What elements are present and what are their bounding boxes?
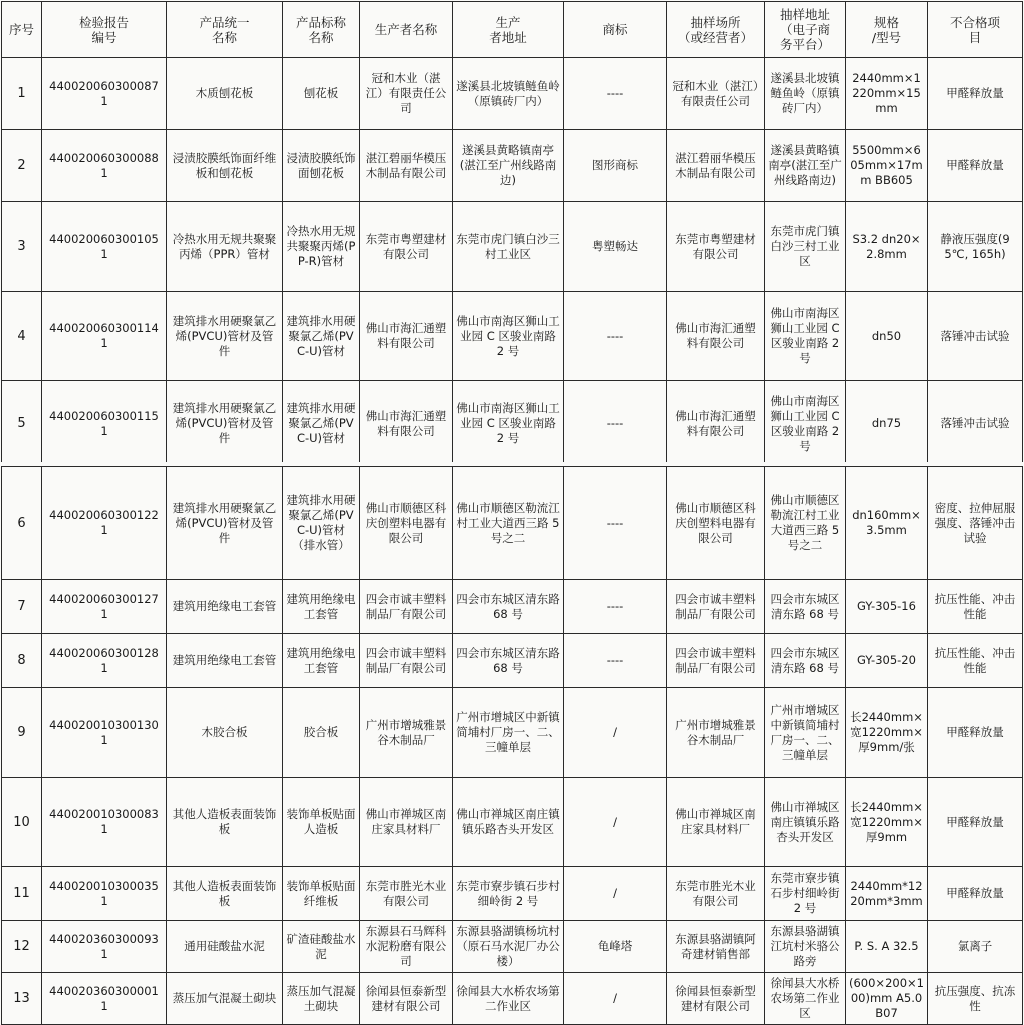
cell-labeled: 冷热水用无规共聚聚丙烯(PP-R)管材: [283, 202, 360, 292]
cell-labeled: 矿渣硅酸盐水泥: [283, 921, 360, 973]
header-report: 检验报告 编号: [42, 2, 167, 58]
cell-spec: dn160mm×3.5mm: [846, 467, 928, 580]
cell-trademark: 龟峰塔: [564, 921, 667, 973]
header-site: 抽样场所 （或经营者）: [667, 2, 765, 58]
cell-unified: 建筑排水用硬聚氯乙烯(PVCU)管材及管件: [167, 381, 283, 467]
cell-failed: 静液压强度(95℃, 165h): [928, 202, 1023, 292]
results-table-part-1: [1, 1, 1023, 467]
cell-maker: 东莞市粤塑建材有限公司: [360, 202, 453, 292]
cell-spec: (600×200×100)mm A5.0 B07: [846, 973, 928, 1025]
cell-labeled: 浸渍胶膜纸饰面刨花板: [283, 130, 360, 202]
table-row: [2, 634, 1023, 688]
cell-maker-addr: 佛山市禅城区南庄镇镇乐路杏头开发区: [453, 778, 564, 867]
cell-site: 冠和木业（湛江）有限责任公司: [667, 58, 765, 130]
cell-trademark: ----: [564, 381, 667, 467]
cell-failed: 落锤冲击试验: [928, 292, 1023, 381]
cell-site: 佛山市海汇通塑料有限公司: [667, 292, 765, 381]
header-unified: 产品统一 名称: [167, 2, 283, 58]
cell-maker-addr: 东莞市寮步镇石步村细岭街 2 号: [453, 867, 564, 921]
cell-spec: GY-305-16: [846, 580, 928, 634]
cell-failed: 密度、拉伸屈服强度、落锤冲击试验: [928, 467, 1023, 580]
cell-maker: 佛山市海汇通塑料有限公司: [360, 292, 453, 381]
cell-failed: 甲醛释放量: [928, 58, 1023, 130]
cell-no: 5: [2, 381, 42, 467]
cell-trademark: ----: [564, 467, 667, 580]
cell-unified: 建筑排水用硬聚氯乙烯(PVCU)管材及管件: [167, 467, 283, 580]
cell-trademark: ----: [564, 580, 667, 634]
cell-spec: 2440mm×1220mm×15mm: [846, 58, 928, 130]
cell-report: 440020060300105 1: [42, 202, 167, 292]
cell-failed: 抗压性能、冲击性能: [928, 580, 1023, 634]
cell-failed: 落锤冲击试验: [928, 381, 1023, 467]
cell-site: 徐闻县恒泰新型建材有限公司: [667, 973, 765, 1025]
cell-site: 湛江碧丽华模压木制品有限公司: [667, 130, 765, 202]
cell-spec: dn75: [846, 381, 928, 467]
cell-unified: 木胶合板: [167, 688, 283, 778]
cell-failed: 抗压性能、冲击性能: [928, 634, 1023, 688]
cell-maker-addr: 东源县骆湖镇杨坑村（原石马水泥厂办公楼）: [453, 921, 564, 973]
cell-maker-addr: 佛山市顺德区勒流江村工业大道西三路 5 号之二: [453, 467, 564, 580]
cell-site: 四会市诚丰塑料制品厂有限公司: [667, 634, 765, 688]
cell-report: 440020060300128 1: [42, 634, 167, 688]
cell-trademark: ----: [564, 58, 667, 130]
cell-labeled: 装饰单板贴面纤维板: [283, 867, 360, 921]
header-trademark: 商标: [564, 2, 667, 58]
cell-site-addr: 佛山市南海区狮山工业园 C 区骏业南路 2 号: [765, 292, 846, 381]
cell-site: 东莞市粤塑建材有限公司: [667, 202, 765, 292]
cell-site-addr: 佛山市顺德区勒流江村工业大道西三路 5 号之二: [765, 467, 846, 580]
cell-no: 11: [2, 867, 42, 921]
cell-labeled: 建筑排水用硬聚氯乙烯(PVC-U)管材: [283, 292, 360, 381]
header-spec: 规格 /型号: [846, 2, 928, 58]
cell-report: 440020060300127 1: [42, 580, 167, 634]
cell-maker: 佛山市海汇通塑料有限公司: [360, 381, 453, 467]
cell-maker: 四会市诚丰塑料制品厂有限公司: [360, 634, 453, 688]
cell-failed: 甲醛释放量: [928, 778, 1023, 867]
cell-maker: 徐闻县恒泰新型建材有限公司: [360, 973, 453, 1025]
cell-report: 440020060300088 1: [42, 130, 167, 202]
cell-labeled: 建筑用绝缘电工套管: [283, 580, 360, 634]
cell-failed: 抗压强度、抗冻性: [928, 973, 1023, 1025]
cell-no: 10: [2, 778, 42, 867]
cell-maker-addr: 四会市东城区清东路 68 号: [453, 580, 564, 634]
cell-report: 440020060300115 1: [42, 381, 167, 467]
cell-site: 佛山市顺德区科庆创塑料电器有限公司: [667, 467, 765, 580]
cell-spec: dn50: [846, 292, 928, 381]
cell-labeled: 蒸压加气混凝土砌块: [283, 973, 360, 1025]
cell-maker: 广州市增城雅景谷木制品厂: [360, 688, 453, 778]
cell-site-addr: 徐闻县大水桥农场第二作业区: [765, 973, 846, 1025]
cell-maker-addr: 遂溪县北坡镇鲢鱼岭（原镇砖厂内）: [453, 58, 564, 130]
cell-failed: 甲醛释放量: [928, 130, 1023, 202]
cell-maker-addr: 东莞市虎门镇白沙三村工业区: [453, 202, 564, 292]
cell-maker: 湛江碧丽华模压木制品有限公司: [360, 130, 453, 202]
table-row: [2, 688, 1023, 778]
cell-site-addr: 广州市增城区中新镇简埔村厂房一、二、三幢单层: [765, 688, 846, 778]
cell-report: 440020360300093 1: [42, 921, 167, 973]
cell-site-addr: 东源县骆湖镇江坑村米骆公路旁: [765, 921, 846, 973]
cell-no: 8: [2, 634, 42, 688]
header-site_addr: 抽样地址 （电子商 务平台）: [765, 2, 846, 58]
cell-spec: 2440mm*1220mm*3mm: [846, 867, 928, 921]
cell-labeled: 建筑用绝缘电工套管: [283, 634, 360, 688]
cell-trademark: ----: [564, 292, 667, 381]
cell-spec: S3.2 dn20×2.8mm: [846, 202, 928, 292]
cell-maker: 东莞市胜光木业有限公司: [360, 867, 453, 921]
table-row: [2, 921, 1023, 973]
cell-trademark: 粤塑畅达: [564, 202, 667, 292]
cell-maker-addr: 遂溪县黄略镇南亭(湛江至广州线路南边): [453, 130, 564, 202]
cell-labeled: 建筑排水用硬聚氯乙烯(PVC-U)管材（排水管）: [283, 467, 360, 580]
cell-site-addr: 佛山市禅城区南庄镇镇乐路杏头开发区: [765, 778, 846, 867]
table-row: [2, 778, 1023, 867]
cell-no: 3: [2, 202, 42, 292]
cell-trademark: /: [564, 688, 667, 778]
cell-maker-addr: 广州市增城区中新镇简埔村厂房一、二、三幢单层: [453, 688, 564, 778]
cell-unified: 木质刨花板: [167, 58, 283, 130]
cell-trademark: /: [564, 973, 667, 1025]
cell-trademark: 图形商标: [564, 130, 667, 202]
table-row: [2, 580, 1023, 634]
cell-site-addr: 东莞市寮步镇石步村细岭街 2 号: [765, 867, 846, 921]
header-no: 序号: [2, 2, 42, 58]
cell-unified: 浸渍胶膜纸饰面纤维板和刨花板: [167, 130, 283, 202]
cell-trademark: /: [564, 778, 667, 867]
results-table-part-2: [1, 466, 1023, 1025]
cell-maker: 佛山市顺德区科庆创塑料电器有限公司: [360, 467, 453, 580]
cell-spec: 长2440mm×宽1220mm×厚9mm/张: [846, 688, 928, 778]
cell-site: 广州市增城雅景谷木制品厂: [667, 688, 765, 778]
cell-no: 12: [2, 921, 42, 973]
cell-spec: 长2440mm×宽1220mm×厚9mm: [846, 778, 928, 867]
cell-labeled: 建筑排水用硬聚氯乙烯(PVC-U)管材: [283, 381, 360, 467]
cell-report: 440020060300122 1: [42, 467, 167, 580]
table-row: [2, 381, 1023, 467]
cell-site-addr: 遂溪县黄略镇南亭(湛江至广州线路南边): [765, 130, 846, 202]
table-row: [2, 292, 1023, 381]
cell-no: 1: [2, 58, 42, 130]
cell-report: 440020010300130 1: [42, 688, 167, 778]
cell-maker-addr: 徐闻县大水桥农场第二作业区: [453, 973, 564, 1025]
cell-no: 7: [2, 580, 42, 634]
header-row: [2, 2, 1023, 58]
cell-site-addr: 遂溪县北坡镇鲢鱼岭（原镇砖厂内）: [765, 58, 846, 130]
table-row: [2, 867, 1023, 921]
cell-unified: 其他人造板表面装饰板: [167, 867, 283, 921]
cell-report: 440020010300035 1: [42, 867, 167, 921]
cell-site-addr: 东莞市虎门镇白沙三村工业区: [765, 202, 846, 292]
cell-unified: 建筑用绝缘电工套管: [167, 634, 283, 688]
table-row: [2, 202, 1023, 292]
cell-no: 6: [2, 467, 42, 580]
cell-site: 东莞市胜光木业有限公司: [667, 867, 765, 921]
cell-report: 440020360300001 1: [42, 973, 167, 1025]
cell-maker: 佛山市禅城区南庄家具材料厂: [360, 778, 453, 867]
table-row: [2, 973, 1023, 1025]
cell-unified: 蒸压加气混凝土砌块: [167, 973, 283, 1025]
cell-site-addr: 佛山市南海区狮山工业园 C 区骏业南路 2 号: [765, 381, 846, 467]
cell-labeled: 胶合板: [283, 688, 360, 778]
cell-labeled: 刨花板: [283, 58, 360, 130]
cell-no: 13: [2, 973, 42, 1025]
cell-site-addr: 四会市东城区清东路 68 号: [765, 580, 846, 634]
cell-no: 9: [2, 688, 42, 778]
cell-site-addr: 四会市东城区清东路 68 号: [765, 634, 846, 688]
cell-unified: 冷热水用无规共聚聚丙烯（PPR）管材: [167, 202, 283, 292]
cell-no: 2: [2, 130, 42, 202]
cell-maker: 冠和木业（湛江）有限责任公司: [360, 58, 453, 130]
header-failed: 不合格项 目: [928, 2, 1023, 58]
table-row: [2, 130, 1023, 202]
cell-site: 佛山市海汇通塑料有限公司: [667, 381, 765, 467]
cell-spec: 5500mm×605mm×17mm BB605: [846, 130, 928, 202]
cell-maker: 四会市诚丰塑料制品厂有限公司: [360, 580, 453, 634]
header-maker: 生产者名称: [360, 2, 453, 58]
cell-unified: 建筑排水用硬聚氯乙烯(PVCU)管材及管件: [167, 292, 283, 381]
cell-failed: 甲醛释放量: [928, 867, 1023, 921]
cell-trademark: ----: [564, 634, 667, 688]
cell-unified: 其他人造板表面装饰板: [167, 778, 283, 867]
cell-no: 4: [2, 292, 42, 381]
header-maker_addr: 生产 者地址: [453, 2, 564, 58]
cell-labeled: 装饰单板贴面人造板: [283, 778, 360, 867]
cell-failed: 甲醛释放量: [928, 688, 1023, 778]
cell-site: 四会市诚丰塑料制品厂有限公司: [667, 580, 765, 634]
cell-report: 440020060300114 1: [42, 292, 167, 381]
cell-spec: GY-305-20: [846, 634, 928, 688]
cell-maker: 东源县石马辉科水泥粉磨有限公司: [360, 921, 453, 973]
header-labeled: 产品标称 名称: [283, 2, 360, 58]
cell-maker-addr: 佛山市南海区狮山工业园 C 区骏业南路 2 号: [453, 381, 564, 467]
cell-unified: 建筑用绝缘电工套管: [167, 580, 283, 634]
cell-trademark: /: [564, 867, 667, 921]
table-row: [2, 58, 1023, 130]
cell-failed: 氯离子: [928, 921, 1023, 973]
cell-report: 440020060300087 1: [42, 58, 167, 130]
table-row: [2, 467, 1023, 580]
cell-report: 440020010300083 1: [42, 778, 167, 867]
cell-maker-addr: 四会市东城区清东路 68 号: [453, 634, 564, 688]
cell-site: 东源县骆湖镇阿奇建材销售部: [667, 921, 765, 973]
cell-spec: P. S. A 32.5: [846, 921, 928, 973]
cell-site: 佛山市禅城区南庄家具材料厂: [667, 778, 765, 867]
cell-unified: 通用硅酸盐水泥: [167, 921, 283, 973]
cell-maker-addr: 佛山市南海区狮山工业园 C 区骏业南路 2 号: [453, 292, 564, 381]
